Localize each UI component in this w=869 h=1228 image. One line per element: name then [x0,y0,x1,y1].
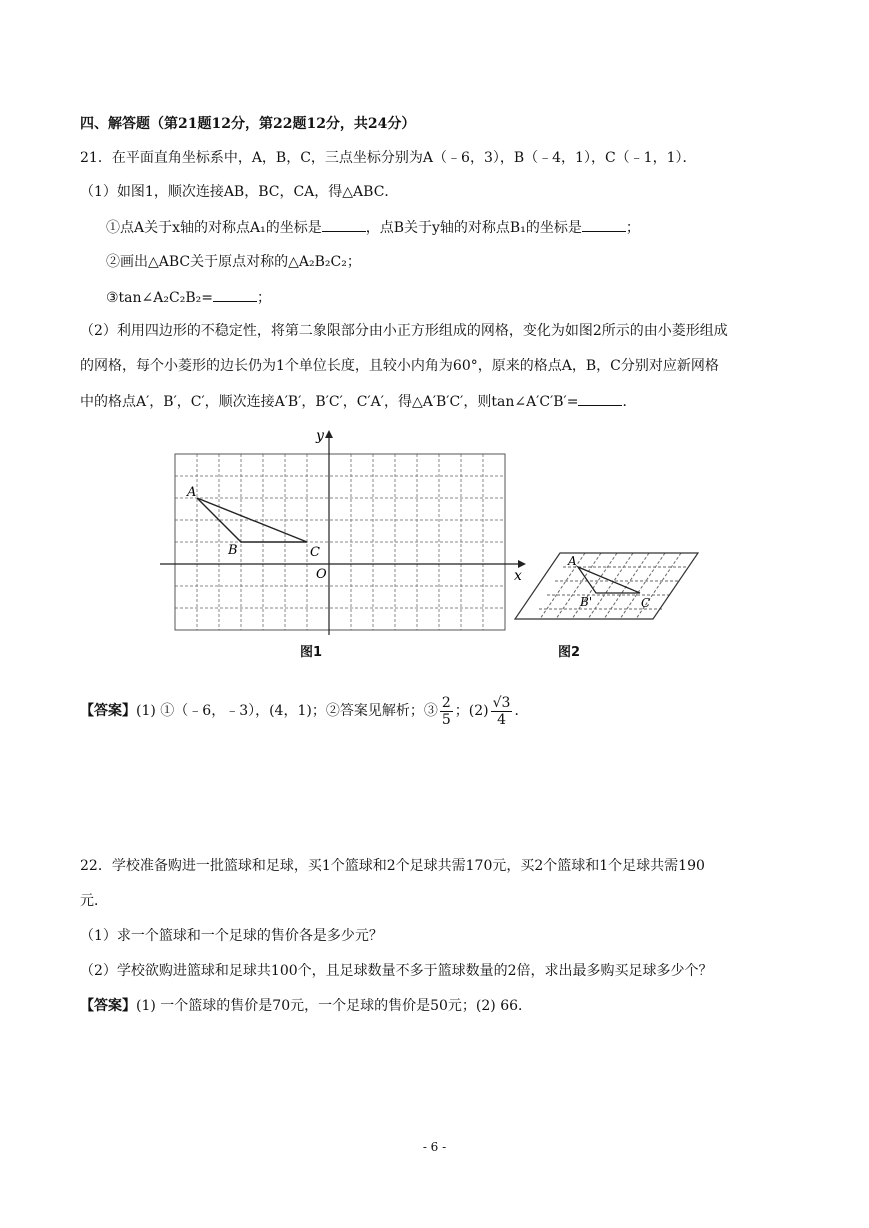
y-axis-arrow [325,430,333,438]
x-axis-arrow [518,560,526,568]
q21-part2-line2: 的网格，每个小菱形的边长仍为1个单位长度，且较小内角为60°，原来的格点A，B，C分别对应新网格 [80,358,719,374]
q21-part1-item3-text-b: ； [256,290,271,306]
q22-stem-line1: 22．学校准备购进一批篮球和足球，买1个篮球和2个足球共需170元，买2个篮球和1个足球共需190 [80,858,705,874]
q22-part2: （2）学校欲购进篮球和足球共100个，且足球数量不多于篮球数量的2倍，求出最多购买足球多少个？ [80,963,713,979]
q22-stem-line2: 元． [80,893,108,909]
q21-stem: 21．在平面直角坐标系中，A，B，C，三点坐标分别为A（﹣6，3），B（﹣4，1），C（﹣1，1）． [80,150,697,166]
point-c-prime-label: C [641,596,651,610]
figure1-caption: 图1 [300,645,323,660]
q22-answer [80,996,532,1016]
answer-blank [582,217,626,232]
q21-answer-text2: ；(2) [454,703,489,719]
point-a-label: A [187,485,197,500]
q21-part1: （1）如图1，顺次连接AB，BC，CA，得△ABC． [80,184,399,200]
q21-answer-end: ． [514,703,529,719]
q21-answer [80,694,528,728]
y-axis-label: y [316,428,324,444]
q21-part1-item1-text-a: ①点A关于x轴的对称点A₁的坐标是 [106,220,322,236]
x-axis-label: x [514,568,522,584]
point-b-prime-label: B' [580,595,593,609]
q21-part2-line3-text: 中的格点A′，B′，C′，顺次连接A′B′，B′C′，C′A′，得△A′B′C′，则tan∠A′C′B′= [80,394,579,410]
page-number: - 6 - [422,1140,447,1154]
q21-part1-item1 [106,217,640,238]
q21-part1-item1-text-c: ； [625,220,640,236]
origin-label: O [316,567,327,582]
q21-part1-item3 [106,287,271,308]
q21-part1-item3-text-a: ③tan∠A₂C₂B₂= [106,290,213,306]
answer-label: 【答案】 [80,703,136,719]
answer-blank [213,287,257,302]
answer-blank [578,391,622,406]
section-heading: 四、解答题（第21题12分，第22题12分，共24分） [80,116,416,132]
figure2-caption: 图2 [558,645,581,660]
point-a-prime-label: A [568,554,577,568]
answer-label: 【答案】 [80,998,136,1014]
fraction-denominator: 5 [441,711,451,728]
figures [160,420,720,660]
q21-part2-line1: （2）利用四边形的不稳定性，将第二象限部分由小正方形组成的网格，变化为如图2所示的由小菱形组成 [80,323,728,339]
point-b-label: B [228,543,238,558]
fraction-two-fifths [440,695,453,728]
q22-answer-text: (1) 一个篮球的售价是70元，一个足球的售价是50元；(2) 66． [136,998,533,1014]
answer-blank [322,217,366,232]
figure2-grid [539,553,686,619]
fraction-numerator: 2 [441,694,451,711]
fraction-numerator: √3 [492,694,511,711]
figure1-grid [175,454,505,630]
q21-part2-line3-end: ． [622,394,637,410]
q21-part1-item2: ②画出△ABC关于原点对称的△A₂B₂C₂； [106,254,361,270]
fraction-denominator: 4 [497,711,506,728]
q21-part2-line3 [80,391,636,412]
fraction-sqrt3-over-4 [491,695,513,728]
point-c-label: C [310,545,320,560]
q21-answer-text1: (1) ①（﹣6，﹣3），(4，1)；②答案见解析；③ [136,703,438,719]
q22-part1: （1）求一个篮球和一个足球的售价各是多少元？ [80,928,383,944]
q21-part1-item1-text-b: ，点B关于y轴的对称点B₁的坐标是 [365,220,582,236]
